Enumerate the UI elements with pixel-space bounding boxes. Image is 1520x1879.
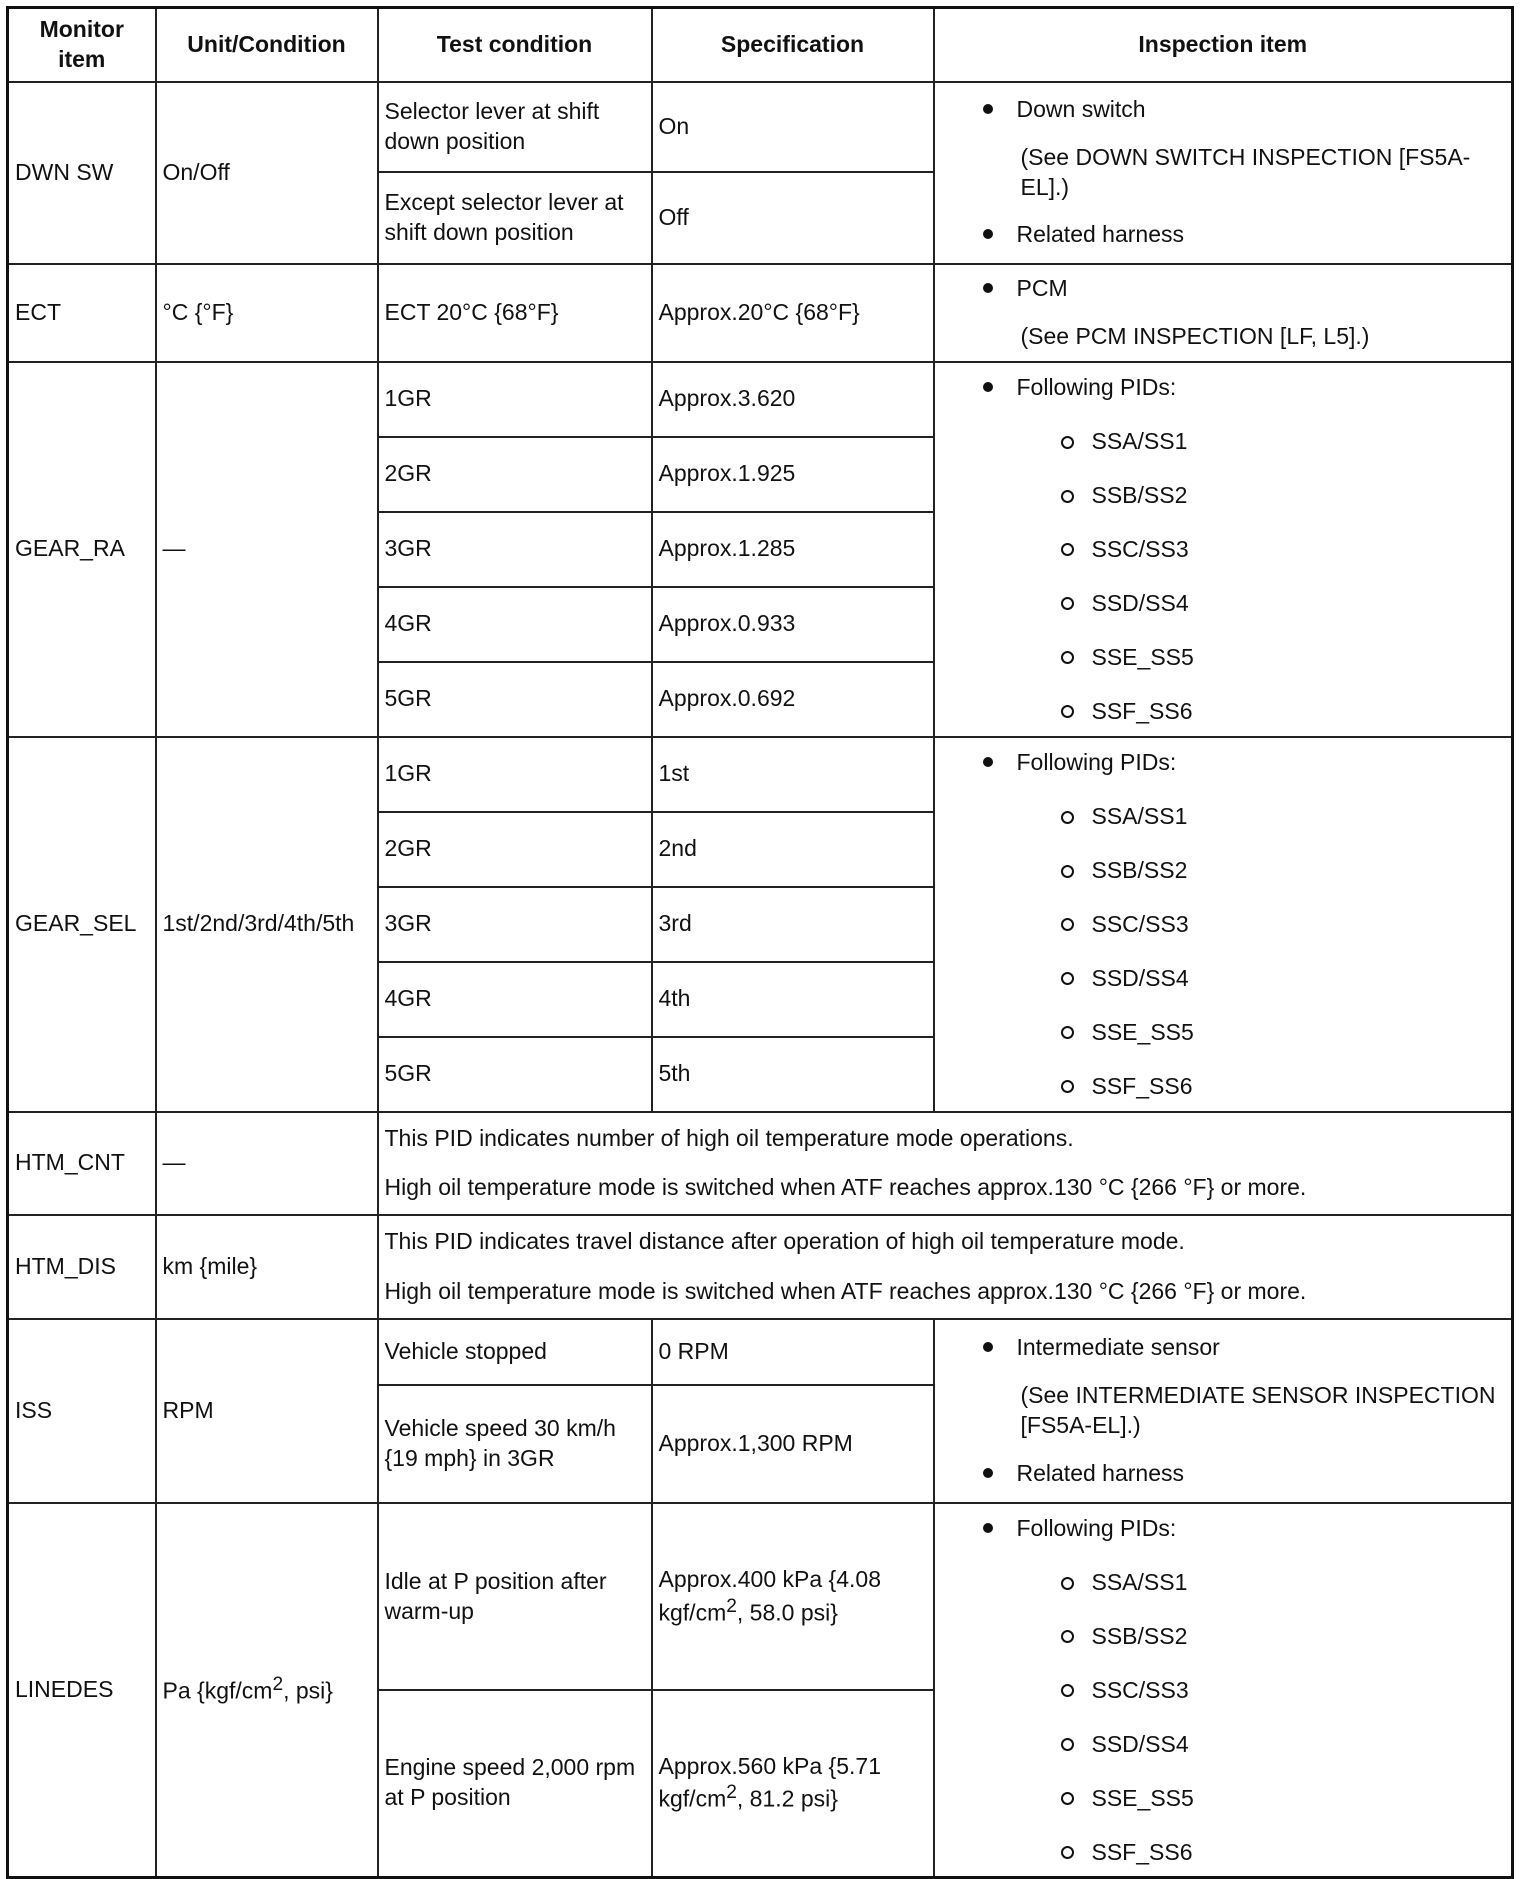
pid-item bbox=[1061, 910, 1506, 940]
table-row bbox=[8, 264, 1513, 362]
pid-text: SSC/SS3 bbox=[1091, 911, 1189, 938]
spec-text: Approx.400 kPa {4.08 kgf/cm bbox=[658, 1565, 881, 1626]
pid-description-cell bbox=[378, 1215, 1513, 1319]
unit-text: , psi} bbox=[283, 1677, 333, 1704]
pid-text: SSE_SS5 bbox=[1091, 643, 1194, 670]
circle-bullet-icon bbox=[1061, 1080, 1074, 1093]
test-condition-cell: 1GR bbox=[378, 737, 652, 812]
circle-bullet-icon bbox=[1061, 1630, 1074, 1643]
test-condition-cell: Engine speed 2,000 rpm at P position bbox=[378, 1690, 652, 1877]
bullet-item bbox=[941, 95, 1506, 125]
circle-bullet-icon bbox=[1061, 651, 1074, 664]
test-condition-cell: 5GR bbox=[378, 1037, 652, 1112]
header-inspection-item: Inspection item bbox=[934, 8, 1513, 82]
pid-item bbox=[1061, 1018, 1506, 1048]
test-condition-cell: 5GR bbox=[378, 662, 652, 737]
test-condition-cell: 1GR bbox=[378, 362, 652, 437]
pid-item bbox=[1061, 589, 1506, 619]
unit-cell: °C {°F} bbox=[156, 264, 378, 362]
specification-cell: Approx.1.285 bbox=[652, 512, 934, 587]
pid-text: SSB/SS2 bbox=[1091, 1622, 1188, 1649]
bullet-icon bbox=[983, 382, 993, 392]
specification-cell bbox=[652, 1503, 934, 1690]
monitor-item-cell: DWN SW bbox=[8, 82, 156, 264]
spec-superscript: 2 bbox=[726, 1595, 737, 1617]
pid-item bbox=[1061, 1730, 1506, 1760]
circle-bullet-icon bbox=[1061, 490, 1074, 503]
bullet-text: Down switch bbox=[1016, 95, 1146, 122]
header-test-condition: Test condition bbox=[378, 8, 652, 82]
pid-item bbox=[1061, 802, 1506, 832]
pid-text: SSA/SS1 bbox=[1091, 428, 1188, 455]
table-row bbox=[8, 362, 1513, 437]
pid-description-cell bbox=[378, 1112, 1513, 1216]
pid-text: SSC/SS3 bbox=[1091, 536, 1189, 563]
bullet-item bbox=[941, 274, 1506, 304]
specification-cell: On bbox=[652, 82, 934, 172]
pid-text: SSF_SS6 bbox=[1091, 1072, 1193, 1099]
bullet-icon bbox=[983, 1468, 993, 1478]
monitor-item-cell: ISS bbox=[8, 1319, 156, 1503]
specification-cell: Approx.1,300 RPM bbox=[652, 1385, 934, 1503]
inspection-cell bbox=[934, 362, 1513, 737]
circle-bullet-icon bbox=[1061, 1577, 1074, 1590]
inspection-cell bbox=[934, 1503, 1513, 1877]
circle-bullet-icon bbox=[1061, 1026, 1074, 1039]
pid-text: SSD/SS4 bbox=[1091, 1730, 1189, 1757]
specification-cell bbox=[652, 1690, 934, 1877]
test-condition-cell: 2GR bbox=[378, 437, 652, 512]
bullet-icon bbox=[983, 104, 993, 114]
test-condition-cell: 2GR bbox=[378, 812, 652, 887]
bullet-text: Following PIDs: bbox=[1016, 1515, 1177, 1542]
table-row bbox=[8, 1503, 1513, 1690]
bullet-text: Following PIDs: bbox=[1016, 749, 1177, 776]
pid-item bbox=[1061, 697, 1506, 727]
bullet-icon bbox=[983, 757, 993, 767]
test-condition-cell: Vehicle speed 30 km/h {19 mph} in 3GR bbox=[378, 1385, 652, 1503]
description-line: High oil temperature mode is switched when ATF reaches approx.130 °C {266 °F} or more. bbox=[384, 1278, 1307, 1305]
bullet-icon bbox=[983, 1342, 993, 1352]
specification-cell: 5th bbox=[652, 1037, 934, 1112]
pid-item bbox=[1061, 481, 1506, 511]
specification-cell: Approx.0.692 bbox=[652, 662, 934, 737]
description-line: This PID indicates travel distance after operation of high oil temperature mode. bbox=[384, 1228, 1185, 1255]
monitor-item-cell: GEAR_SEL bbox=[8, 737, 156, 1112]
specification-cell: Approx.20°C {68°F} bbox=[652, 264, 934, 362]
specification-cell: Approx.1.925 bbox=[652, 437, 934, 512]
header-monitor-item: Monitor item bbox=[8, 8, 156, 82]
bullet-icon bbox=[983, 229, 993, 239]
inspection-cell bbox=[934, 1319, 1513, 1503]
bullet-text: PCM bbox=[1016, 274, 1068, 301]
pid-text: SSA/SS1 bbox=[1091, 1569, 1188, 1596]
pid-text: SSD/SS4 bbox=[1091, 964, 1189, 991]
monitor-item-cell: ECT bbox=[8, 264, 156, 362]
pid-text: SSD/SS4 bbox=[1091, 589, 1189, 616]
circle-bullet-icon bbox=[1061, 811, 1074, 824]
test-condition-cell: ECT 20°C {68°F} bbox=[378, 264, 652, 362]
test-condition-cell: 4GR bbox=[378, 587, 652, 662]
pid-text: SSC/SS3 bbox=[1091, 1676, 1189, 1703]
monitor-item-cell: HTM_DIS bbox=[8, 1215, 156, 1319]
table-row bbox=[8, 1112, 1513, 1216]
specification-cell: 1st bbox=[652, 737, 934, 812]
inspection-reference: (See DOWN SWITCH INSPECTION [FS5A-EL].) bbox=[1020, 143, 1471, 200]
bullet-item bbox=[941, 1514, 1506, 1544]
circle-bullet-icon bbox=[1061, 597, 1074, 610]
pid-text: SSA/SS1 bbox=[1091, 803, 1188, 830]
inspection-cell bbox=[934, 264, 1513, 362]
pid-item bbox=[1061, 1676, 1506, 1706]
spec-text: , 58.0 psi} bbox=[736, 1599, 838, 1626]
pid-text: SSE_SS5 bbox=[1091, 1784, 1194, 1811]
specification-cell: Approx.3.620 bbox=[652, 362, 934, 437]
inspection-cell bbox=[934, 737, 1513, 1112]
pid-text: SSF_SS6 bbox=[1091, 697, 1193, 724]
bullet-text: Intermediate sensor bbox=[1016, 1334, 1220, 1361]
pid-item bbox=[1061, 964, 1506, 994]
bullet-item bbox=[941, 1333, 1506, 1363]
unit-cell: — bbox=[156, 1112, 378, 1216]
bullet-item bbox=[941, 373, 1506, 403]
pid-item bbox=[1061, 1072, 1506, 1102]
bullet-icon bbox=[983, 1523, 993, 1533]
description-line: This PID indicates number of high oil temperature mode operations. bbox=[384, 1124, 1074, 1151]
specification-cell: Off bbox=[652, 172, 934, 264]
unit-superscript: 2 bbox=[272, 1674, 284, 1696]
monitor-item-cell: HTM_CNT bbox=[8, 1112, 156, 1216]
inspection-cell bbox=[934, 82, 1513, 264]
pid-text: SSE_SS5 bbox=[1091, 1018, 1194, 1045]
unit-cell: On/Off bbox=[156, 82, 378, 264]
pid-item bbox=[1061, 1838, 1506, 1868]
unit-text: Pa {kgf/cm bbox=[162, 1677, 273, 1704]
unit-cell: — bbox=[156, 362, 378, 737]
pid-item bbox=[1061, 856, 1506, 886]
unit-cell: km {mile} bbox=[156, 1215, 378, 1319]
monitor-item-cell: GEAR_RA bbox=[8, 362, 156, 737]
specification-cell: Approx.0.933 bbox=[652, 587, 934, 662]
specification-cell: 3rd bbox=[652, 887, 934, 962]
bullet-item bbox=[941, 220, 1506, 250]
circle-bullet-icon bbox=[1061, 1792, 1074, 1805]
test-condition-cell: Except selector lever at shift down position bbox=[378, 172, 652, 264]
bullet-text: Related harness bbox=[1016, 1459, 1184, 1486]
unit-cell: 1st/2nd/3rd/4th/5th bbox=[156, 737, 378, 1112]
test-condition-cell: 3GR bbox=[378, 887, 652, 962]
specification-cell: 0 RPM bbox=[652, 1319, 934, 1385]
spec-superscript: 2 bbox=[726, 1782, 737, 1804]
description-line: High oil temperature mode is switched when ATF reaches approx.130 °C {266 °F} or more. bbox=[384, 1174, 1307, 1201]
bullet-text: Following PIDs: bbox=[1016, 374, 1177, 401]
pid-text: SSB/SS2 bbox=[1091, 482, 1188, 509]
pid-item bbox=[1061, 1784, 1506, 1814]
pid-item bbox=[1061, 643, 1506, 673]
unit-cell bbox=[156, 1503, 378, 1877]
circle-bullet-icon bbox=[1061, 865, 1074, 878]
pid-item bbox=[1061, 427, 1506, 457]
table-row bbox=[8, 1215, 1513, 1319]
header-row bbox=[8, 8, 1513, 82]
circle-bullet-icon bbox=[1061, 1684, 1074, 1697]
circle-bullet-icon bbox=[1061, 1738, 1074, 1751]
inspection-reference: (See PCM INSPECTION [LF, L5].) bbox=[1020, 322, 1370, 349]
bullet-text: Related harness bbox=[1016, 221, 1184, 248]
test-condition-cell: Idle at P position after warm-up bbox=[378, 1503, 652, 1690]
test-condition-cell: 4GR bbox=[378, 962, 652, 1037]
inspection-reference: (See INTERMEDIATE SENSOR INSPECTION [FS5A-EL].) bbox=[1020, 1382, 1496, 1439]
unit-cell: RPM bbox=[156, 1319, 378, 1503]
circle-bullet-icon bbox=[1061, 972, 1074, 985]
spec-text: Approx.560 kPa {5.71 kgf/cm bbox=[658, 1752, 881, 1813]
circle-bullet-icon bbox=[1061, 436, 1074, 449]
circle-bullet-icon bbox=[1061, 705, 1074, 718]
header-unit-condition: Unit/Condition bbox=[156, 8, 378, 82]
specification-cell: 4th bbox=[652, 962, 934, 1037]
bullet-item bbox=[941, 1459, 1506, 1489]
test-condition-cell: 3GR bbox=[378, 512, 652, 587]
specification-cell: 2nd bbox=[652, 812, 934, 887]
bullet-icon bbox=[983, 283, 993, 293]
header-specification: Specification bbox=[652, 8, 934, 82]
table-row bbox=[8, 737, 1513, 812]
circle-bullet-icon bbox=[1061, 1846, 1074, 1859]
pid-item bbox=[1061, 1622, 1506, 1652]
circle-bullet-icon bbox=[1061, 543, 1074, 556]
monitor-item-cell: LINEDES bbox=[8, 1503, 156, 1877]
pid-item bbox=[1061, 535, 1506, 565]
spec-text: , 81.2 psi} bbox=[736, 1786, 838, 1813]
table-row bbox=[8, 82, 1513, 172]
test-condition-cell: Vehicle stopped bbox=[378, 1319, 652, 1385]
bullet-item bbox=[941, 748, 1506, 778]
circle-bullet-icon bbox=[1061, 918, 1074, 931]
pid-text: SSF_SS6 bbox=[1091, 1838, 1193, 1865]
pid-text: SSB/SS2 bbox=[1091, 857, 1188, 884]
test-condition-cell: Selector lever at shift down position bbox=[378, 82, 652, 172]
table-row bbox=[8, 1319, 1513, 1385]
pid-monitor-table bbox=[6, 6, 1514, 1879]
pid-item bbox=[1061, 1568, 1506, 1598]
